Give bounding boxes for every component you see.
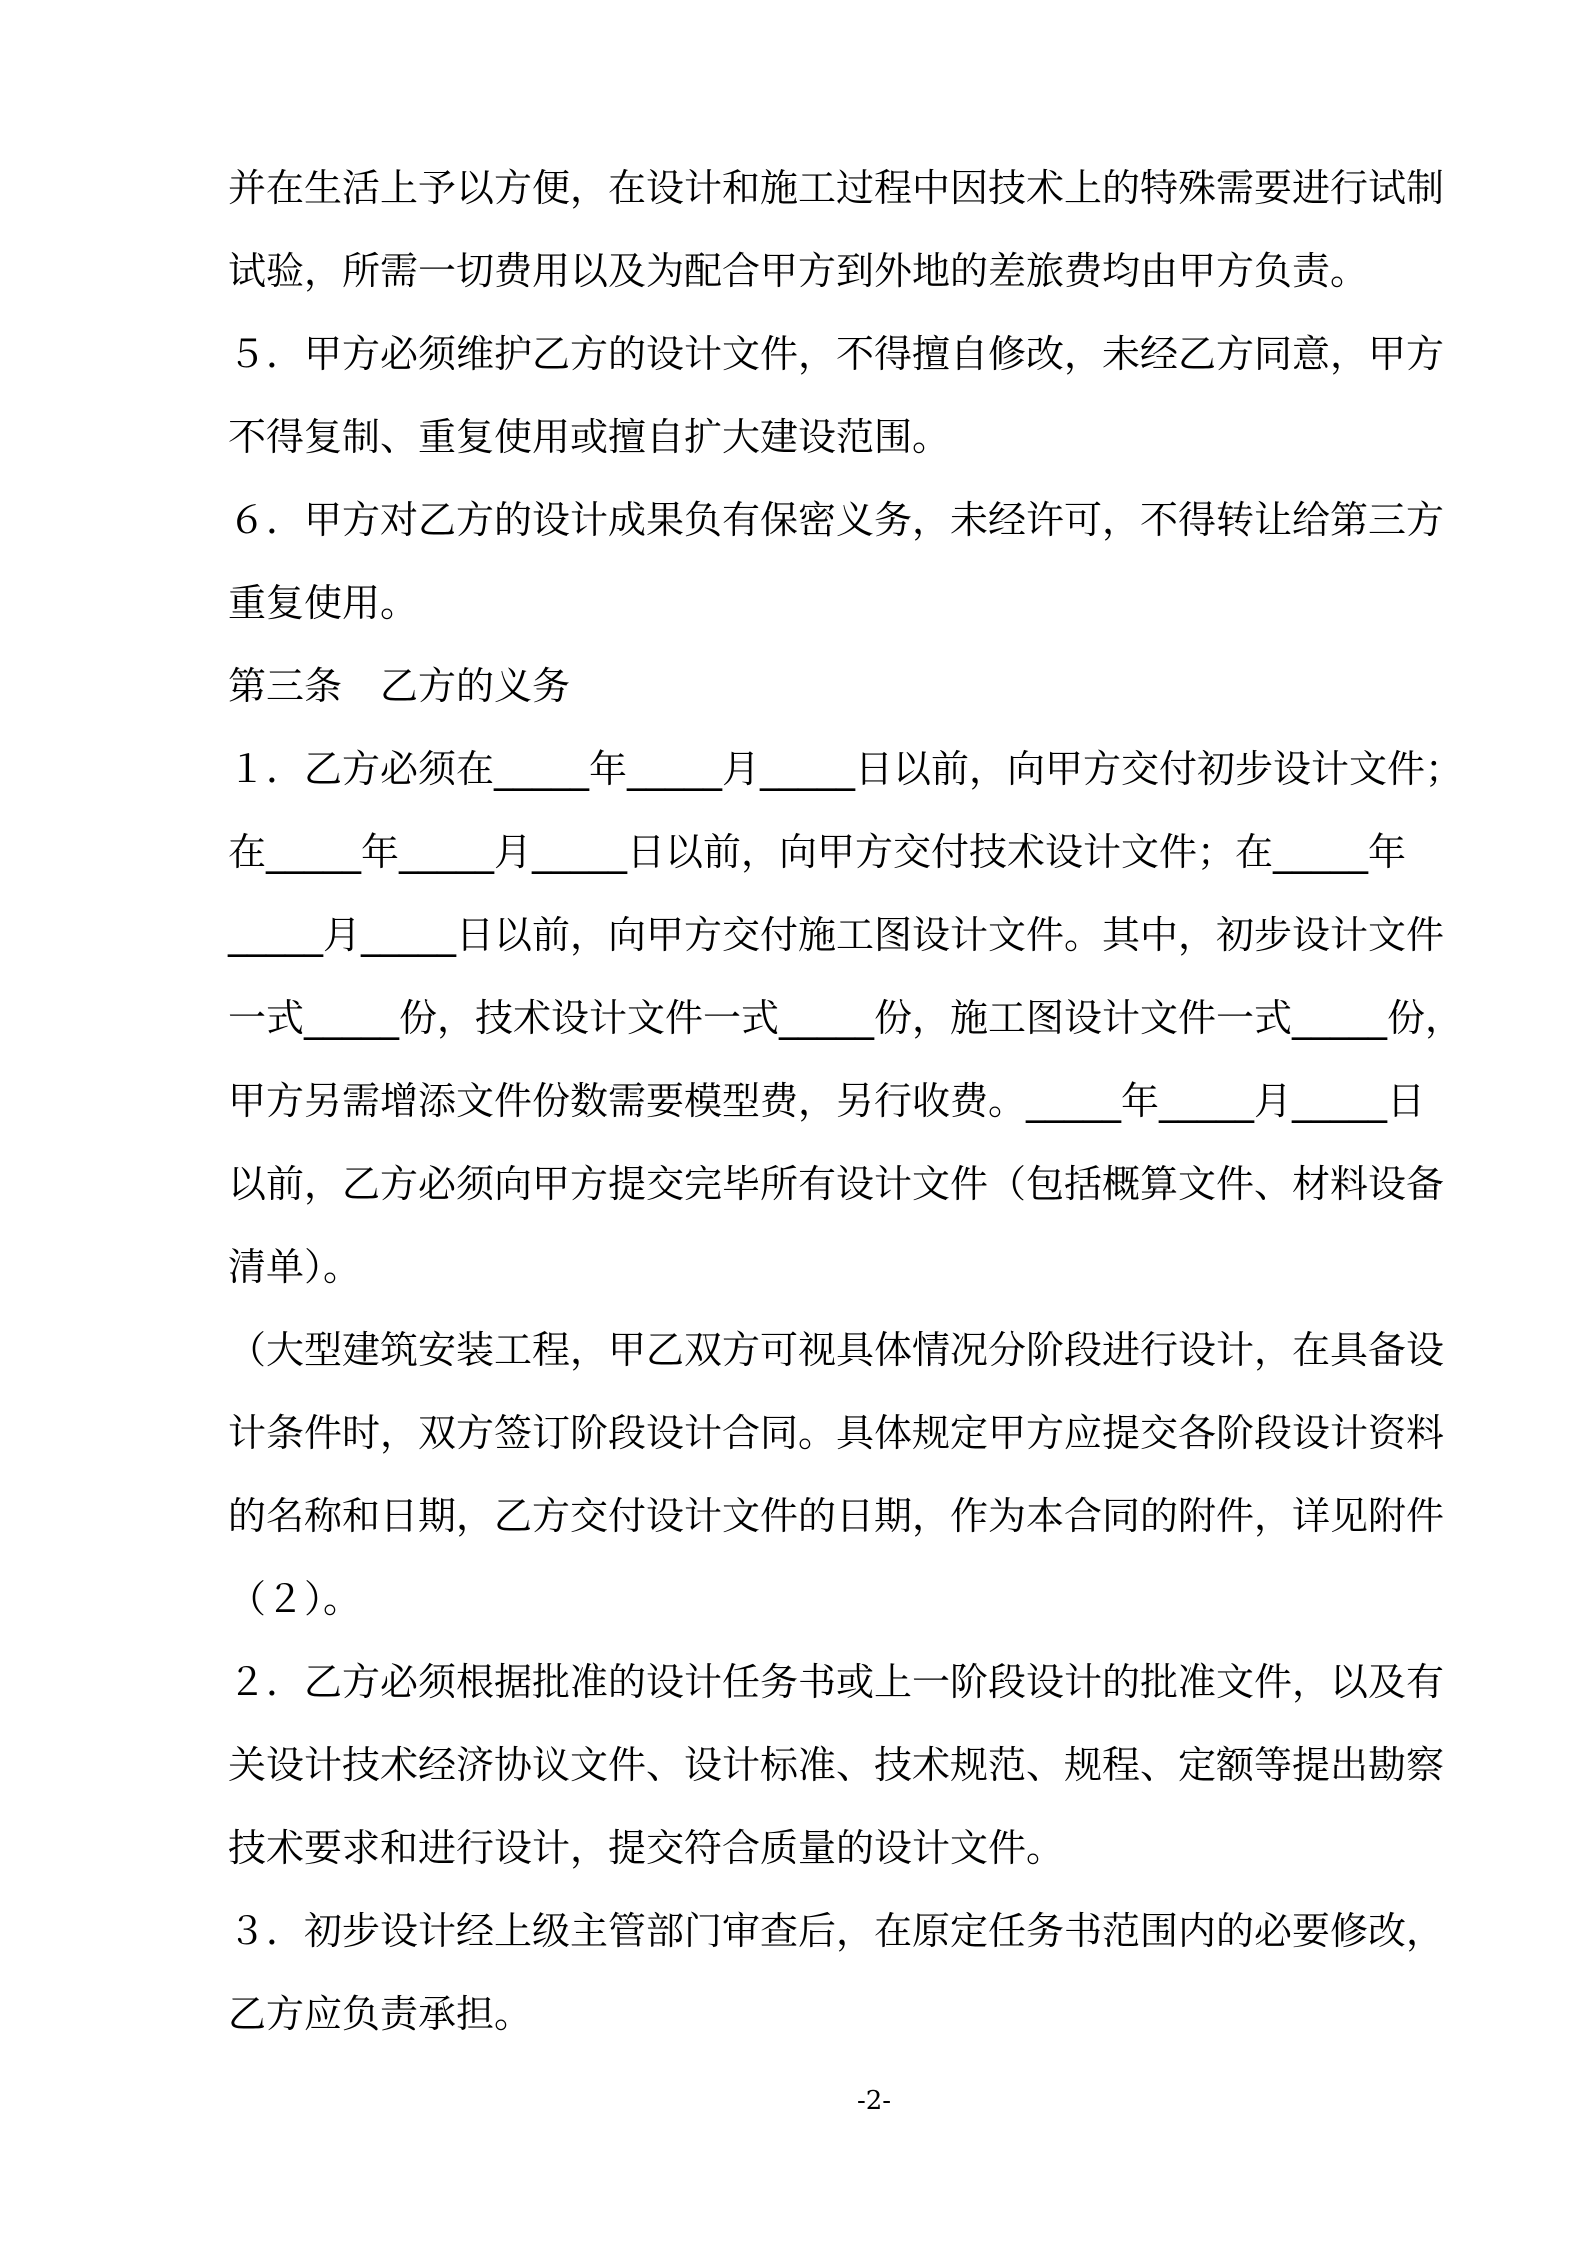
text-line: _____月_____日以前，向甲方交付施工图设计文件。其中，初步设计文件 <box>228 913 1445 957</box>
text-line: ５．甲方必须维护乙方的设计文件，不得擅自修改，未经乙方同意，甲方 <box>228 332 1445 376</box>
text-line: 并在生活上予以方便，在设计和施工过程中因技术上的特殊需要进行试制 <box>228 166 1445 210</box>
page-number: -2- <box>856 2086 892 2116</box>
text-line: 清单）。 <box>228 1245 362 1289</box>
contract-text <box>228 147 1464 2056</box>
text-line: （２）。 <box>228 1577 362 1621</box>
text-line: ２．乙方必须根据批准的设计任务书或上一阶段设计的批准文件，以及有 <box>228 1660 1445 1704</box>
text-line: 试验，所需一切费用以及为配合甲方到外地的差旅费均由甲方负责。 <box>228 249 1369 293</box>
text-line: 关设计技术经济协议文件、设计标准、技术规范、规程、定额等提出勘察 <box>228 1743 1445 1787</box>
text-line: 不得复制、重复使用或擅自扩大建设范围。 <box>228 415 951 459</box>
text-line: 技术要求和进行设计，提交符合质量的设计文件。 <box>228 1826 1065 1870</box>
text-line: 重复使用。 <box>228 581 419 625</box>
text-line: 的名称和日期，乙方交付设计文件的日期，作为本合同的附件，详见附件 <box>228 1494 1445 1538</box>
text-line: 以前，乙方必须向甲方提交完毕所有设计文件（包括概算文件、材料设备 <box>228 1162 1445 1206</box>
text-line: 计条件时，双方签订阶段设计合同。具体规定甲方应提交各阶段设计资料 <box>228 1411 1445 1455</box>
text-line: 一式_____份，技术设计文件一式_____份，施工图设计文件一式_____份， <box>228 996 1464 1040</box>
text-line: ３．初步设计经上级主管部门审查后，在原定任务书范围内的必要修改， <box>228 1909 1445 1953</box>
article-heading: 第三条 乙方的义务 <box>228 664 571 708</box>
text-line: 甲方另需增添文件份数需要模型费，另行收费。_____年_____月_____日 <box>228 1079 1426 1123</box>
text-line: 在_____年_____月_____日以前，向甲方交付技术设计文件；在_____年 <box>228 830 1407 874</box>
text-line: （大型建筑安装工程，甲乙双方可视具体情况分阶段进行设计，在具备设 <box>228 1328 1445 1372</box>
text-line: ６．甲方对乙方的设计成果负有保密义务，未经许可，不得转让给第三方 <box>228 498 1445 542</box>
text-line: １．乙方必须在_____年_____月_____日以前，向甲方交付初步设计文件； <box>228 747 1464 791</box>
text-line: 乙方应负责承担。 <box>228 1992 533 2036</box>
